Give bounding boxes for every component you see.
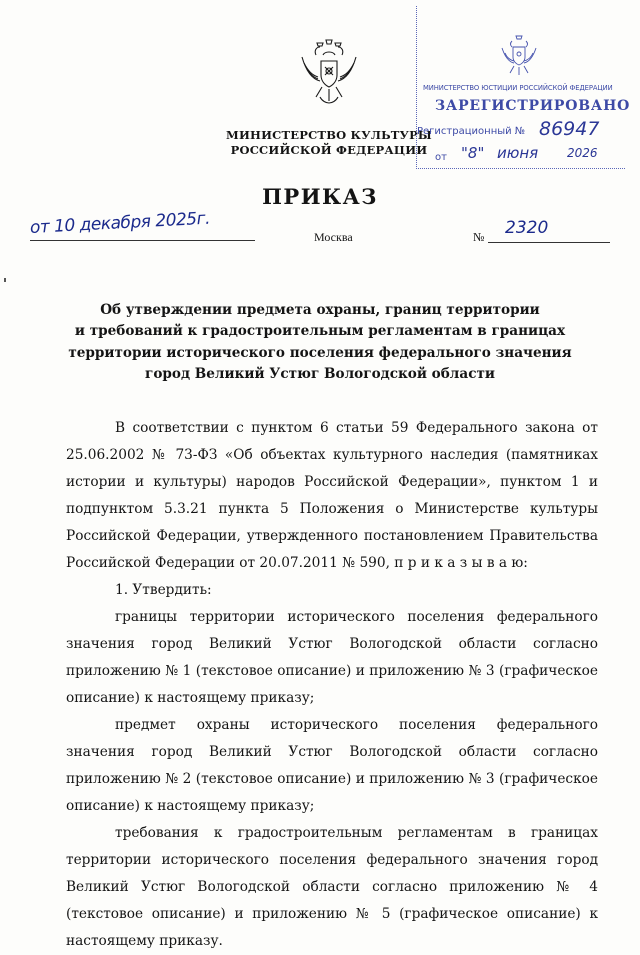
ministry-line1: МИНИСТЕРСТВО КУЛЬТУРЫ [226,128,432,142]
stamp-month: июня [497,144,539,162]
number-underline [488,242,610,243]
registration-stamp [416,6,631,169]
heading-line1: Об утверждении предмета охраны, границ территории [100,302,540,318]
stamp-reg-number: 86947 [539,118,600,140]
stamp-date-prefix: от [435,152,447,163]
document-body [66,415,598,955]
handwritten-number: 2320 [505,218,549,238]
paragraph-boundaries: границы территории исторического поселения федерального значения город Великий Устюг Вологодской области согласно приложению № 1 (текстовое описание) и приложению № 3 (графическое описание) к настоящему приказу; [66,609,598,706]
paragraph-approve: 1. Утвердить: [115,582,212,598]
stamp-reg-label: Регистрационный № [417,126,526,137]
coat-of-arms-emblem-icon [298,37,360,107]
stamp-emblem-icon [499,34,539,78]
heading-line4: город Великий Устюг Вологодской области [145,365,495,382]
stamp-year: 2026 [567,146,598,160]
document-heading [60,300,580,385]
heading-line3: территории исторического поселения федерального значения [68,344,572,361]
paragraph-preamble: В соответствии с пунктом 6 статьи 59 Федерального закона от 25.06.2002 № 73-ФЗ «Об объектах культурного наследия (памятниках истории и культуры) народов Российской Федерации», пунктом 1 и подпунктом 5.3.21 пункта 5 Положения о Министерстве культуры Российской Федерации, утвержденного постановлением Правительства Российской Федерации от 20.07.2011 № 590, п р и к а з ы в а ю: [66,420,598,571]
stamp-day-value: 8 [467,144,478,162]
paragraph-protection-subject: предмет охраны исторического поселения федерального значения город Великий Устюг Вологодской области согласно приложению № 2 (текстовое описание) и приложению № 3 (графическое описание) к настоящему приказу; [66,717,598,814]
ministry-line2: РОССИЙСКОЙ ФЕДЕРАЦИИ [230,143,428,157]
stamp-registered-text: ЗАРЕГИСТРИРОВАНО [435,98,631,114]
scan-mark [4,278,6,282]
stamp-day: "8" [461,144,485,162]
city-name: Москва [314,230,353,244]
number-sign: № [473,230,485,244]
handwritten-date: от 10 декабря 2025г. [29,208,211,238]
stamp-ministry-text: МИНИСТЕРСТВО ЮСТИЦИИ РОССИЙСКОЙ ФЕДЕРАЦИИ [423,84,613,92]
document-title: ПРИКАЗ [262,184,378,209]
paragraph-requirements: требования к градостроительным регламентам в границах территории исторического поселения федерального значения город Великий Устюг Вологодской области согласно приложению № 4 (текстовое описание) и приложению № 5 (графическое описание) к настоящему приказу. [66,825,598,949]
date-underline [30,240,255,241]
heading-line2: и требований к градостроительным регламентам в границах [74,323,566,340]
